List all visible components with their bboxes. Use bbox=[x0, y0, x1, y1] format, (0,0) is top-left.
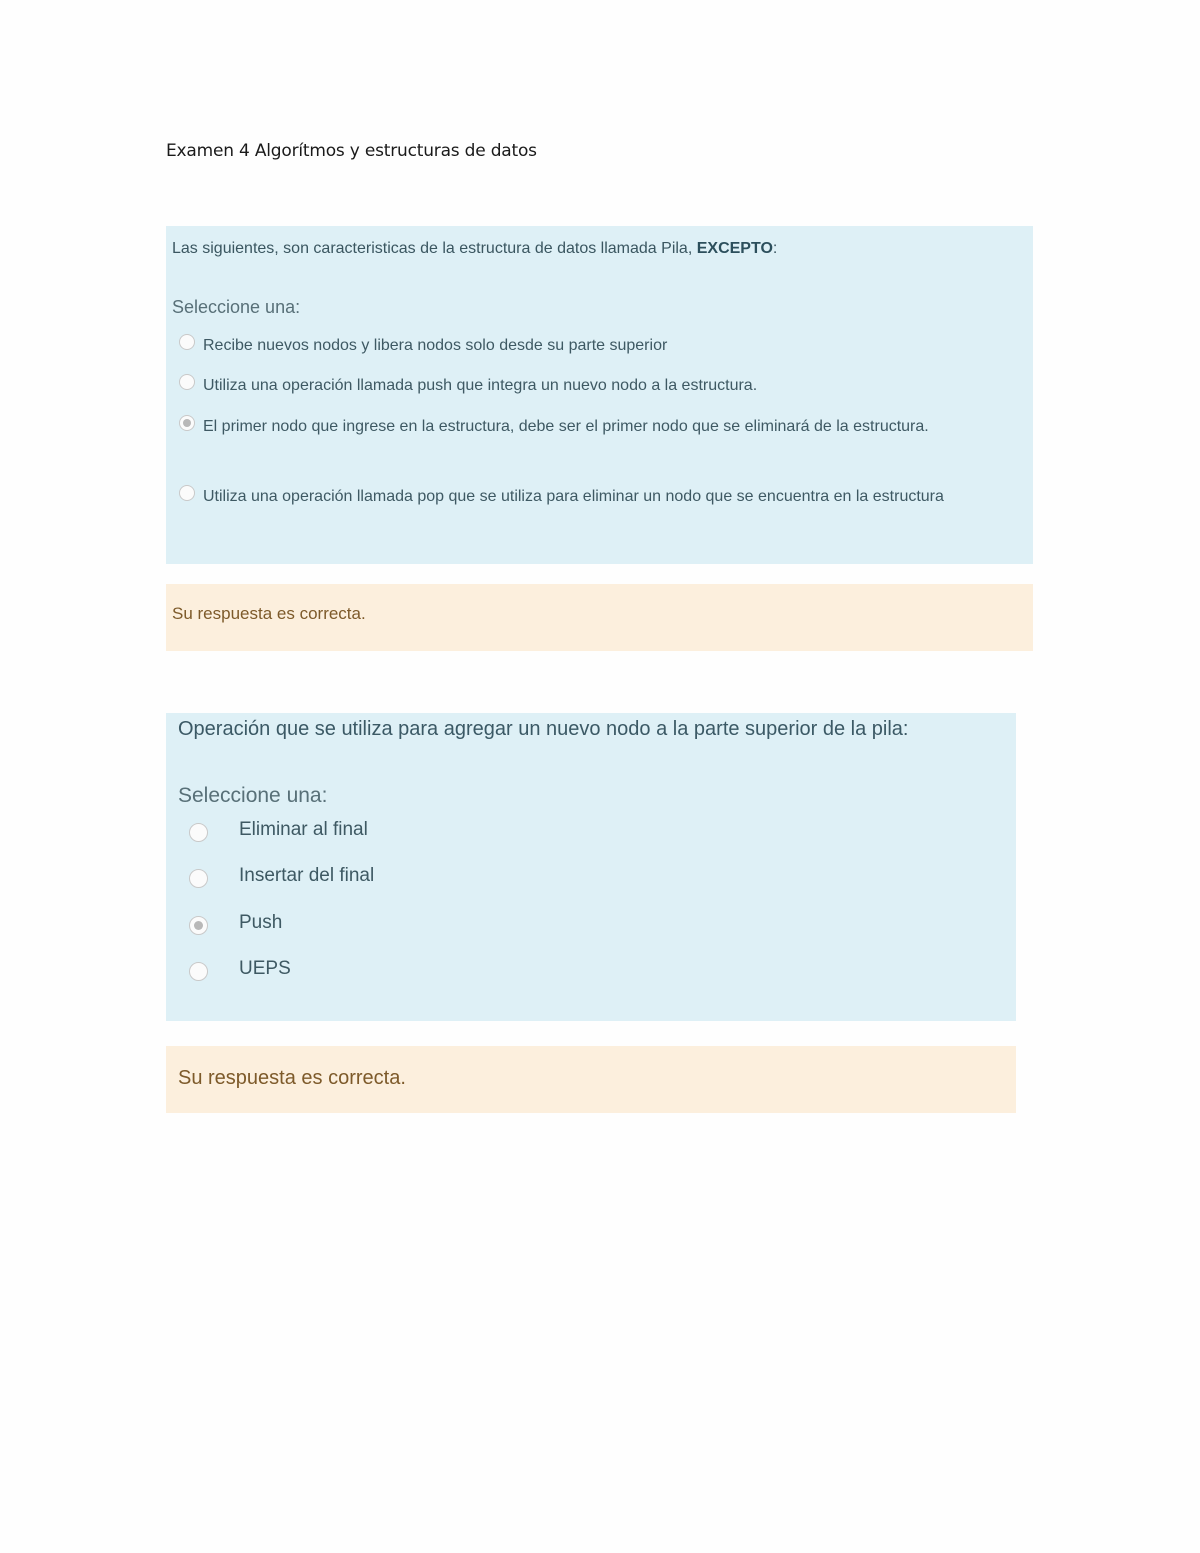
option-label: Utiliza una operación llamada push que integra un nuevo nodo a la estructura. bbox=[203, 377, 758, 394]
question-2-box bbox=[166, 713, 1016, 1021]
question-2-text: Operación que se utiliza para agregar un nuevo nodo a la parte superior de la pila: bbox=[178, 718, 909, 740]
radio-button[interactable] bbox=[179, 334, 195, 350]
radio-button[interactable] bbox=[189, 869, 208, 888]
radio-button[interactable] bbox=[189, 823, 208, 842]
radio-button[interactable] bbox=[179, 374, 195, 390]
question-2-feedback: Su respuesta es correcta. bbox=[166, 1046, 1016, 1113]
option-label: UEPS bbox=[239, 958, 291, 979]
option-label: Push bbox=[239, 912, 283, 933]
question-1-text-bold: EXCEPTO bbox=[696, 240, 773, 257]
document-title: Examen 4 Algorítmos y estructuras de datos bbox=[166, 141, 537, 161]
option-label: Insertar del final bbox=[239, 865, 375, 886]
question-1-box bbox=[166, 226, 1033, 564]
radio-button[interactable] bbox=[179, 485, 195, 501]
radio-button-checked[interactable] bbox=[179, 415, 195, 431]
question-1-option-4[interactable] bbox=[166, 483, 1033, 511]
question-2-select-label: Seleccione una: bbox=[178, 784, 328, 807]
question-1-feedback: Su respuesta es correcta. bbox=[166, 584, 1033, 651]
question-1-text-start: Las siguientes, son caracteristicas de la estructura de datos llamada Pila, bbox=[172, 240, 697, 257]
option-label: Eliminar al final bbox=[239, 819, 368, 840]
question-1-text-end: : bbox=[772, 240, 778, 257]
option-label: Utiliza una operación llamada pop que se utiliza para eliminar un nodo que se encuentra en la estructura bbox=[203, 488, 944, 505]
radio-button-checked[interactable] bbox=[189, 916, 208, 935]
radio-button[interactable] bbox=[189, 962, 208, 981]
question-1-select-label: Seleccione una: bbox=[172, 297, 301, 317]
question-1-text bbox=[172, 240, 777, 258]
option-label: Recibe nuevos nodos y libera nodos solo desde su parte superior bbox=[203, 337, 668, 354]
question-1-option-2[interactable] bbox=[166, 372, 1033, 400]
question-1-option-3[interactable] bbox=[166, 413, 1033, 441]
option-label: El primer nodo que ingrese en la estructura, debe ser el primer nodo que se eliminará de la estructura. bbox=[203, 418, 929, 435]
question-1-option-1[interactable] bbox=[166, 332, 1033, 360]
